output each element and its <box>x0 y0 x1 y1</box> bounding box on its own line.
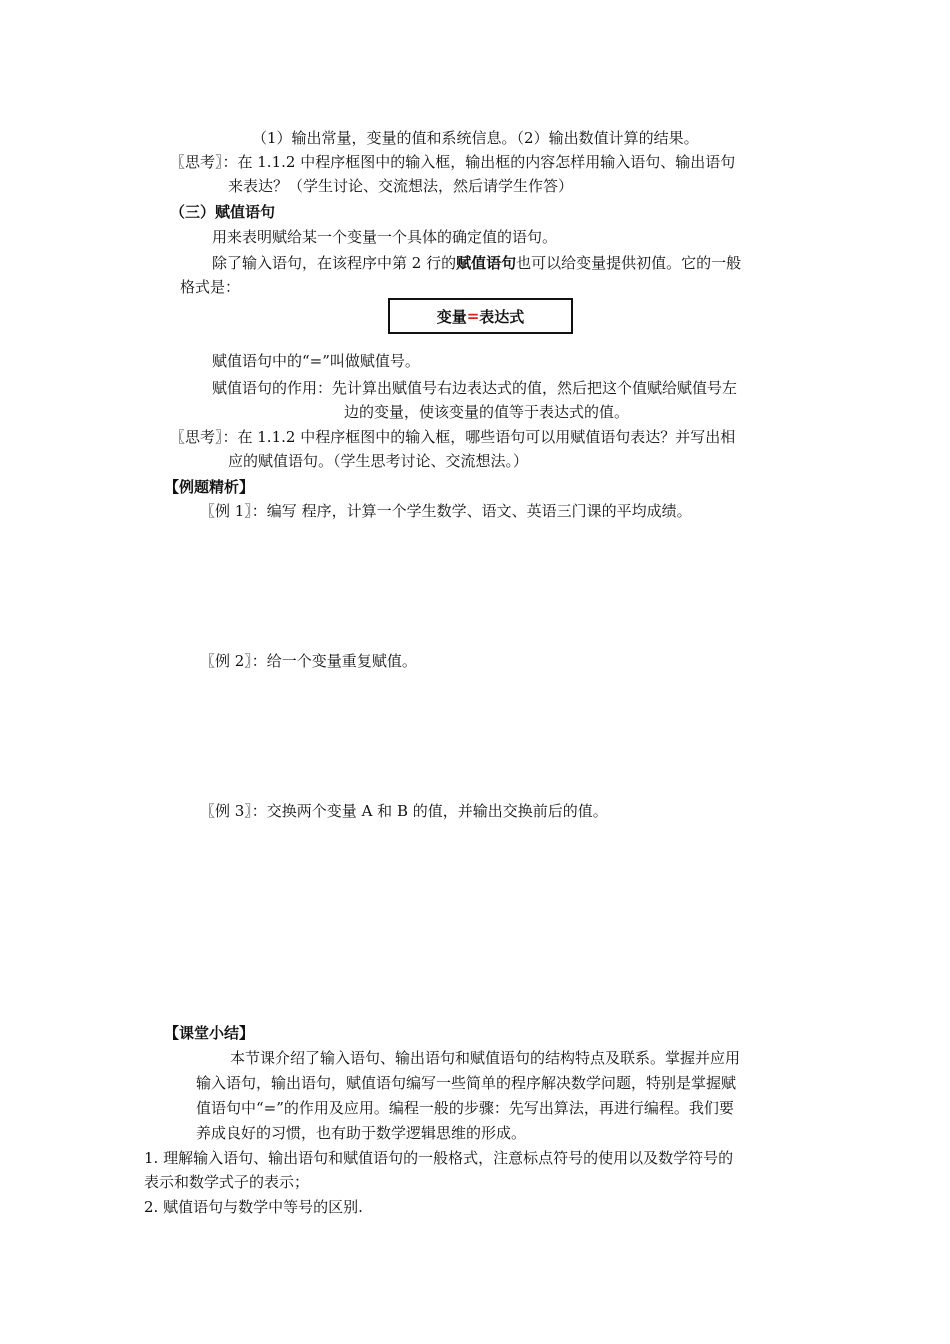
format-box <box>388 298 573 334</box>
assignment-paragraph-line-1 <box>212 252 741 274</box>
summary-line-1: 本节课介绍了输入语句、输出语句和赋值语句的结构特点及联系。掌握并应用 <box>230 1049 741 1067</box>
summary-title: 【课堂小结】 <box>164 1024 255 1042</box>
summary-line-3: 值语句中“=”的作用及应用。编程一般的步骤：先写出算法，再进行编程。我们要 <box>196 1099 734 1117</box>
assignment-paragraph-line-2: 格式是： <box>180 278 241 296</box>
role-line-1: 赋值语句的作用：先计算出赋值号右边表达式的值，然后把这个值赋给赋值号左 <box>212 379 738 397</box>
assign-sign-line: 赋值语句中的“=”叫做赋值号。 <box>212 352 420 370</box>
think-1-line-1: 〖思考〗：在 1.1.2 中程序框图中的输入框，输出框的内容怎样用输入语句、输出语句 <box>170 153 736 171</box>
format-expression: 表达式 <box>479 307 525 326</box>
para-bold-text: 赋值语句 <box>456 254 517 272</box>
para-pre-text: 除了输入语句，在该程序中第 2 行的 <box>212 254 457 272</box>
example-3: 〖例 3〗：交换两个变量 A 和 B 的值，并输出交换前后的值。 <box>200 802 608 820</box>
think-1-line-2: 来表达？（学生讨论、交流想法，然后请学生作答） <box>228 177 574 195</box>
assignment-definition: 用来表明赋给某一个变量一个具体的确定值的语句。 <box>212 228 558 246</box>
summary-line-4: 养成良好的习惯，也有助于数学逻辑思维的形成。 <box>196 1124 527 1142</box>
example-1: 〖例 1〗：编写 程序，计算一个学生数学、语文、英语三门课的平均成绩。 <box>200 502 692 520</box>
note-1-line-1: 1. 理解输入语句、输出语句和赋值语句的一般格式，注意标点符号的使用以及数学符号的 <box>144 1149 734 1167</box>
summary-line-2: 输入语句，输出语句，赋值语句编写一些简单的程序解决数学问题，特别是掌握赋 <box>196 1074 737 1092</box>
think-2-line-2: 应的赋值语句。（学生思考讨论、交流想法。） <box>228 452 529 470</box>
think-2-line-1: 〖思考〗：在 1.1.2 中程序框图中的输入框，哪些语句可以用赋值语句表达？并写出相 <box>170 428 736 446</box>
note-2: 2. 赋值语句与数学中等号的区别. <box>144 1198 363 1216</box>
format-equals: = <box>466 307 480 325</box>
note-1-line-2: 表示和数学式子的表示； <box>144 1173 310 1191</box>
output-uses-line: （1）输出常量，变量的值和系统信息。（2）输出数值计算的结果。 <box>252 129 699 147</box>
role-line-2: 边的变量，使该变量的值等于表达式的值。 <box>344 403 630 421</box>
para-post-text: 也可以给变量提供初值。它的一般 <box>516 254 742 272</box>
examples-title: 【例题精析】 <box>164 478 255 496</box>
section-3-title: （三）赋值语句 <box>170 203 276 221</box>
format-variable: 变量 <box>436 307 467 326</box>
example-2: 〖例 2〗：给一个变量重复赋值。 <box>200 652 417 670</box>
